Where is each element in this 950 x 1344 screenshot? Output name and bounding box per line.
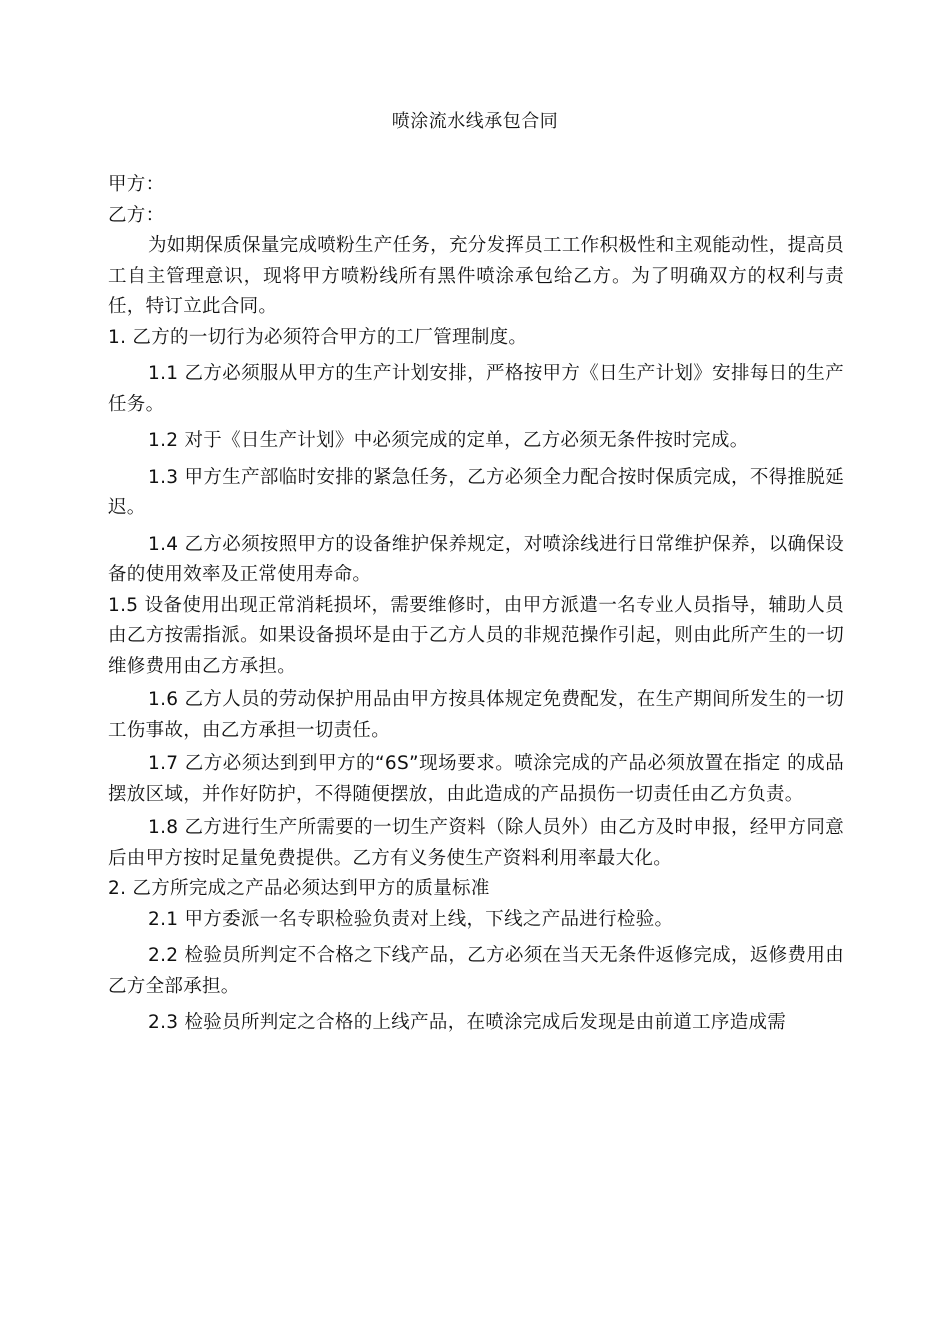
intro-paragraph: 为如期保质保量完成喷粉生产任务，充分发挥员工工作积极性和主观能动性，提高员工自主管理意识，现将甲方喷粉线所有黑件喷涂承包给乙方。为了明确双方的权利与责任，特订立此合同。 (108, 235, 844, 317)
clause-1-7: 1.7 乙方必须达到到甲方的“6S”现场要求。喷涂完成的产品必须放置在指定 的成品摆放区域，并作好防护，不得随便摆放，由此造成的产品损伤一切责任由乙方负责。 (108, 753, 844, 805)
clause-1-1: 1.1 乙方必须服从甲方的生产计划安排，严格按甲方《日生产计划》安排每日的生产任务。 (108, 363, 844, 415)
section-2-heading: 2. 乙方所完成之产品必须达到甲方的质量标准 (108, 878, 490, 899)
clause-1-8: 1.8 乙方进行生产所需要的一切生产资料（除人员外）由乙方及时申报，经甲方同意后由甲方按时足量免费提供。乙方有义务使生产资料利用率最大化。 (108, 817, 844, 869)
clause-1-6: 1.6 乙方人员的劳动保护用品由甲方按具体规定免费配发，在生产期间所发生的一切工伤事故，由乙方承担一切责任。 (108, 689, 844, 741)
clause-2-1: 2.1 甲方委派一名专职检验负责对上线，下线之产品进行检验。 (148, 908, 674, 930)
document-title: 喷涂流水线承包合同 (391, 111, 559, 132)
clause-2-3: 2.3 检验员所判定之合格的上线产品，在喷涂完成后发现是由前道工序造成需 (148, 1012, 787, 1033)
document-body (108, 170, 844, 1039)
clause-1-3: 1.3 甲方生产部临时安排的紧急任务，乙方必须全力配合按时保质完成，不得推脱延迟。 (108, 466, 844, 518)
clause-1-4: 1.4 乙方必须按照甲方的设备维护保养规定，对喷涂线进行日常维护保养，以确保设备的使用效率及正常使用寿命。 (108, 533, 844, 585)
party-b-label: 乙方： (108, 204, 165, 226)
clause-1-2: 1.2 对于《日生产计划》中必须完成的定单，乙方必须无条件按时完成。 (148, 430, 749, 451)
clause-2-2: 2.2 检验员所判定不合格之下线产品，乙方必须在当天无条件返修完成，返修费用由乙方全部承担。 (108, 945, 844, 997)
section-1-heading: 1. 乙方的一切行为必须符合甲方的工厂管理制度。 (108, 326, 528, 348)
party-a-label: 甲方： (108, 174, 165, 195)
clause-1-5: 1.5 设备使用出现正常消耗损坏，需要维修时，由甲方派遣一名专业人员指导，辅助人员由乙方按需指派。如果设备损坏是由于乙方人员的非规范操作引起，则由此所产生的一切维修费用由乙方承担。 (108, 594, 844, 677)
